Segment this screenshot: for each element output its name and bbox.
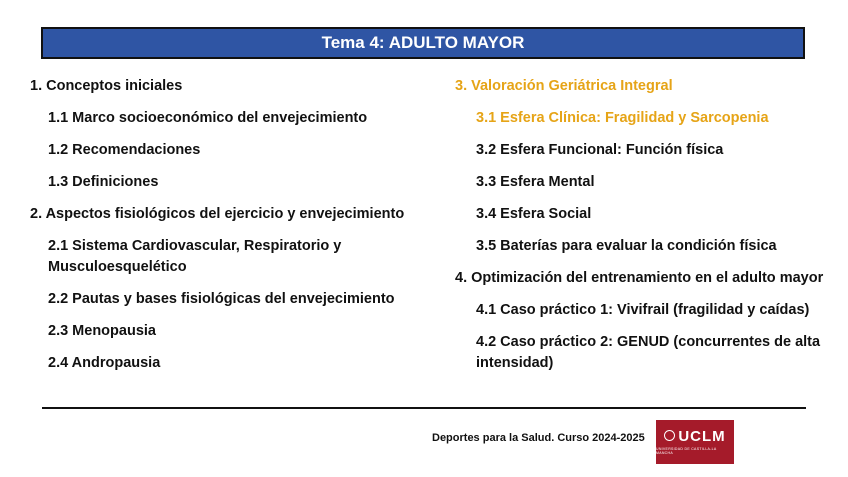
outline-item: 4.2 Caso práctico 2: GENUD (concurrentes de alta intensidad) bbox=[476, 334, 821, 371]
outline-item: 4. Optimización del entrenamiento en el adulto mayor bbox=[455, 270, 824, 286]
outline-item: 1.2 Recomendaciones bbox=[48, 142, 201, 158]
footer-course-text: Deportes para la Salud. Curso 2024-2025 bbox=[432, 432, 645, 444]
footer-divider bbox=[42, 407, 806, 409]
logo-text: UCLM bbox=[664, 429, 725, 445]
outline-item: 4.1 Caso práctico 1: Vivifrail (fragilidad y caídas) bbox=[476, 302, 810, 318]
outline-item-highlighted: 3.1 Esfera Clínica: Fragilidad y Sarcopenia bbox=[476, 110, 769, 126]
outline-item: 3.2 Esfera Funcional: Función física bbox=[476, 142, 724, 158]
outline-item: 2.4 Andropausia bbox=[48, 355, 161, 371]
title-bar bbox=[41, 27, 805, 59]
slide-title: Tema 4: ADULTO MAYOR bbox=[321, 33, 525, 52]
outline-item: 1.3 Definiciones bbox=[48, 174, 159, 190]
outline-item: 2. Aspectos fisiológicos del ejercicio y envejecimiento bbox=[30, 206, 405, 222]
outline-item: 3.3 Esfera Mental bbox=[476, 174, 595, 190]
outline-item: 2.2 Pautas y bases fisiológicas del envejecimiento bbox=[48, 291, 395, 307]
outline-item: 1.1 Marco socioeconómico del envejecimiento bbox=[48, 110, 368, 126]
outline-item: 3.5 Baterías para evaluar la condición física bbox=[476, 238, 777, 254]
outline-item: 2.1 Sistema Cardiovascular, Respiratorio y Musculoesquelético bbox=[48, 238, 342, 275]
logo-subtext: UNIVERSIDAD DE CASTILLA-LA MANCHA bbox=[656, 447, 717, 455]
right-outline bbox=[455, 76, 835, 385]
uclm-logo bbox=[656, 420, 734, 464]
outline-item-highlighted: 3. Valoración Geriátrica Integral bbox=[455, 78, 673, 94]
left-outline bbox=[30, 76, 430, 385]
outline-item: 2.3 Menopausia bbox=[48, 323, 156, 339]
outline-item: 3.4 Esfera Social bbox=[476, 206, 592, 222]
outline-item: 1. Conceptos iniciales bbox=[30, 78, 183, 94]
